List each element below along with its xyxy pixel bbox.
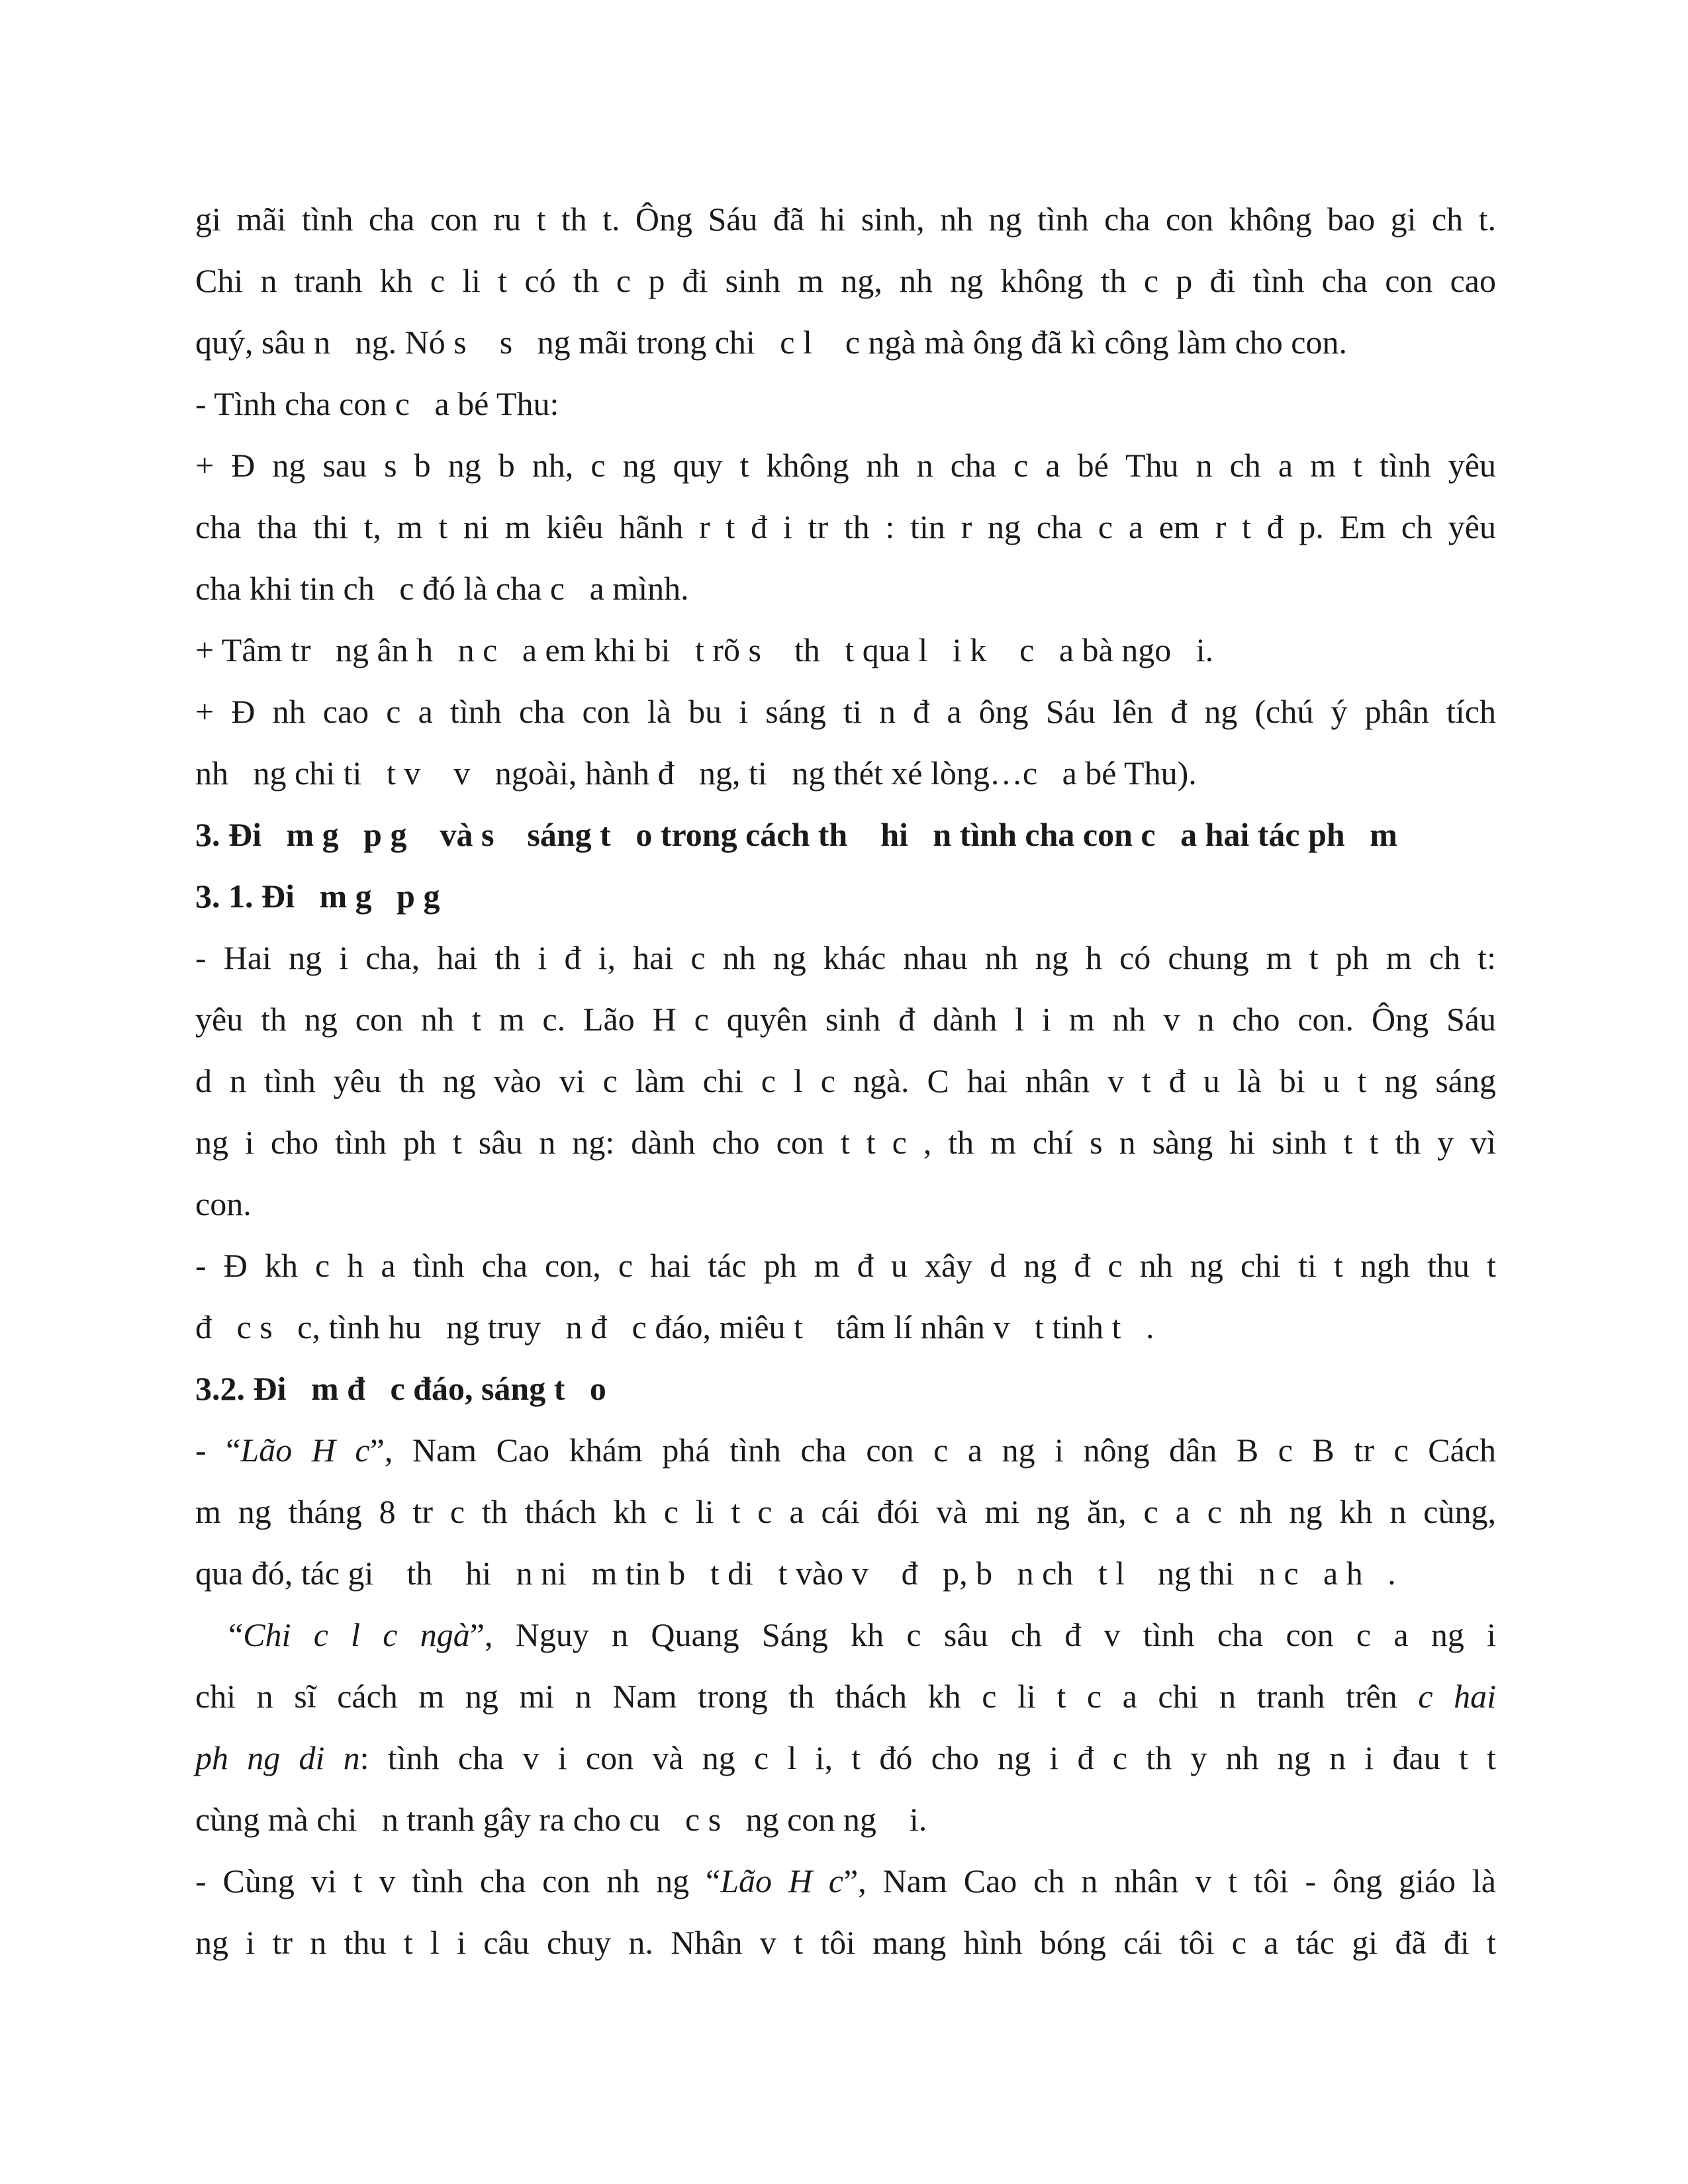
text-run: m ng tháng 8 tr c th thách kh c li t c a cái đói và mi ng ăn, c a c nh ng kh n cùng, xyxy=(195,1493,1496,1530)
text-run: - “ xyxy=(195,1432,241,1469)
text-run: ng i tr n thu t l i câu chuy n. Nhân v t tôi mang hình bóng cái tôi c a tác gi đã đi t xyxy=(195,1924,1496,1961)
text-run: cùng mà chi n tranh gây ra cho cu c s ng con ng i. xyxy=(195,1801,927,1838)
italic-text: c hai xyxy=(1418,1678,1496,1715)
text-run: quý, sâu n ng. Nó s s ng mãi trong chi c l c ngà mà ông đã kì công làm cho con. xyxy=(195,324,1347,361)
text-line xyxy=(195,1789,1496,1850)
document-body xyxy=(195,189,1496,1974)
text-line xyxy=(195,1420,1496,1481)
text-line xyxy=(195,1666,1496,1727)
text-line xyxy=(195,435,1496,496)
text-line xyxy=(195,1297,1496,1358)
text-line xyxy=(195,312,1496,373)
text-run: Chi n tranh kh c li t có th c p đi sinh m ng, nh ng không th c p đi tình cha con cao xyxy=(195,262,1496,299)
text-run: : tình cha v i con và ng c l i, t đó cho ng i đ c th y nh ng n i đau t t xyxy=(359,1739,1496,1776)
section-heading xyxy=(195,866,1496,927)
italic-text: Chi c l c ngà xyxy=(243,1616,470,1653)
text-run: cha tha thi t, m t ni m kiêu hãnh r t đ i tr th : tin r ng cha c a em r t đ p. Em ch yêu xyxy=(195,508,1496,545)
text-line xyxy=(195,1604,1496,1666)
text-run: con. xyxy=(195,1185,252,1222)
text-line xyxy=(195,189,1496,250)
text-run: 3.2. Đi m đ c đáo, sáng t o xyxy=(195,1370,606,1407)
text-run: nh ng chi ti t v v ngoài, hành đ ng, ti ng thét xé lòng…c a bé Thu). xyxy=(195,754,1197,792)
text-line xyxy=(195,1050,1496,1112)
text-run: d n tình yêu th ng vào vi c làm chi c l c ngà. C hai nhân v t đ u là bi u t ng sáng xyxy=(195,1062,1496,1099)
text-line xyxy=(195,743,1496,804)
text-run: đ c s c, tình hu ng truy n đ c đáo, miêu t tâm lí nhân v t tinh t . xyxy=(195,1308,1154,1345)
text-run: 3. Đi m g p g và s sáng t o trong cách th hi n tình cha con c a hai tác ph m xyxy=(195,816,1397,853)
section-heading xyxy=(195,804,1496,866)
text-line xyxy=(195,1727,1496,1789)
text-line xyxy=(195,1543,1496,1604)
text-line xyxy=(195,1173,1496,1235)
text-line xyxy=(195,989,1496,1050)
text-line xyxy=(195,558,1496,619)
section-heading xyxy=(195,1358,1496,1420)
text-run: cha khi tin ch c đó là cha c a mình. xyxy=(195,570,689,607)
italic-text: Lão H c xyxy=(720,1862,844,1899)
text-line xyxy=(195,1235,1496,1297)
text-run: - Đ kh c h a tình cha con, c hai tác ph m đ u xây d ng đ c nh ng chi ti t ngh thu t xyxy=(195,1247,1496,1284)
text-line xyxy=(195,927,1496,989)
text-line xyxy=(195,1912,1496,1974)
text-line xyxy=(195,1481,1496,1543)
italic-text: ph ng di n xyxy=(195,1739,360,1776)
text-run: “ xyxy=(228,1616,244,1653)
text-run: chi n sĩ cách m ng mi n Nam trong th thách kh c li t c a chi n tranh trên xyxy=(195,1678,1419,1715)
text-run: + Đ nh cao c a tình cha con là bu i sáng ti n đ a ông Sáu lên đ ng (chú ý phân tích xyxy=(195,693,1496,730)
text-line xyxy=(195,619,1496,681)
italic-text: Lão H c xyxy=(240,1432,370,1469)
text-line xyxy=(195,1112,1496,1173)
text-run: ng i cho tình ph t sâu n ng: dành cho con t t c , th m chí s n sàng hi sinh t t th y vì xyxy=(195,1124,1496,1161)
text-line xyxy=(195,681,1496,743)
text-run: - Cùng vi t v tình cha con nh ng “ xyxy=(195,1862,721,1899)
text-run: - Tình cha con c a bé Thu: xyxy=(195,385,559,422)
text-line xyxy=(195,496,1496,558)
text-line xyxy=(195,1850,1496,1912)
text-run: ”, Nam Cao khám phá tình cha con c a ng i nông dân B c B tr c Cách xyxy=(369,1432,1497,1469)
text-line xyxy=(195,250,1496,312)
text-run: yêu th ng con nh t m c. Lão H c quyên sinh đ dành l i m nh v n cho con. Ông Sáu xyxy=(195,1001,1496,1038)
text-run: + Tâm tr ng ân h n c a em khi bi t rõ s th t qua l i k c a bà ngo i. xyxy=(195,631,1214,668)
text-run: gi mãi tình cha con ru t th t. Ông Sáu đã hi sinh, nh ng tình cha con không bao gi ch t. xyxy=(195,201,1496,238)
text-run: - Hai ng i cha, hai th i đ i, hai c nh ng khác nhau nh ng h có chung m t ph m ch t: xyxy=(195,939,1496,976)
text-run: qua đó, tác gi th hi n ni m tin b t di t vào v đ p, b n ch t l ng thi n c a h . xyxy=(195,1555,1396,1592)
text-line xyxy=(195,373,1496,435)
text-run: ”, Nam Cao ch n nhân v t tôi - ông giáo là xyxy=(843,1862,1496,1899)
text-run: ”, Nguy n Quang Sáng kh c sâu ch đ v tình cha con c a ng i xyxy=(469,1616,1496,1653)
text-run: + Đ ng sau s b ng b nh, c ng quy t không nh n cha c a bé Thu n ch a m t tình yêu xyxy=(195,447,1496,484)
text-run: 3. 1. Đi m g p g xyxy=(195,878,440,915)
